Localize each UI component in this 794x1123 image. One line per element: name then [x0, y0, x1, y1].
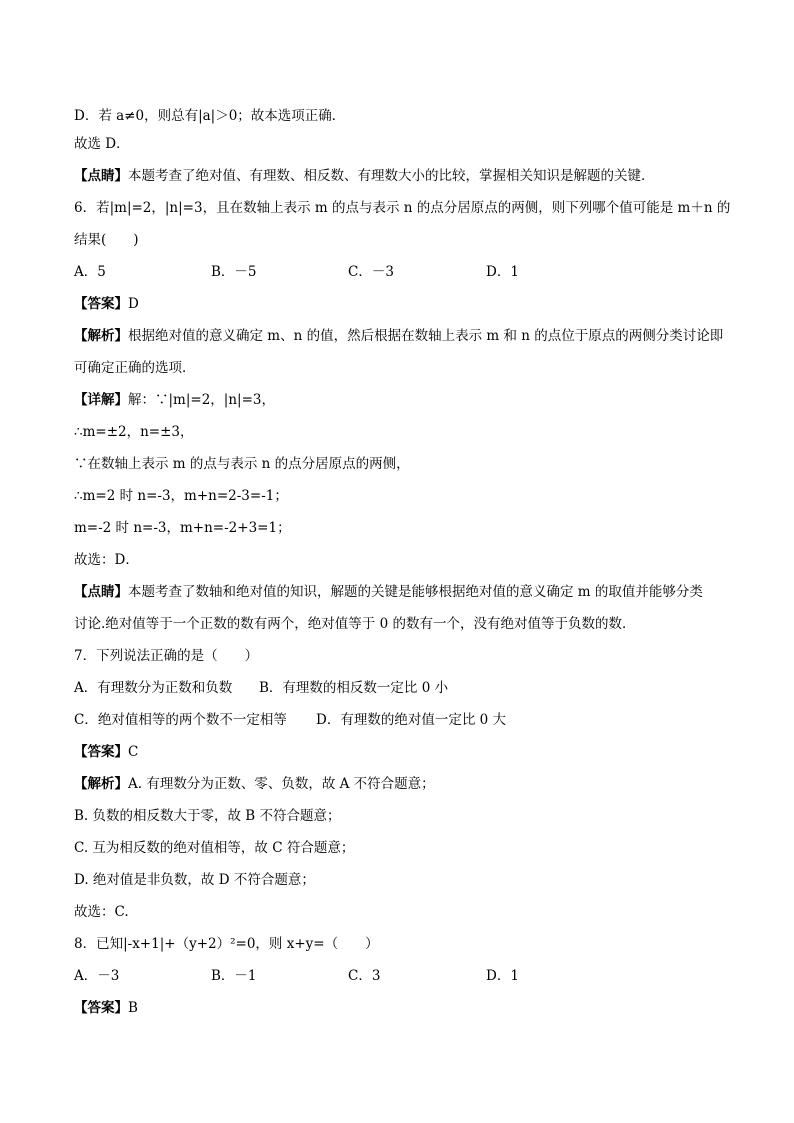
analysis-line	[74, 326, 734, 346]
section-text: C	[128, 744, 139, 760]
options-row	[74, 966, 734, 986]
detail-line	[74, 390, 734, 410]
section-tag: 【点睛】	[74, 584, 128, 600]
section-text: 本题考查了绝对值、有理数、相反数、有理数大小的比较，掌握相关知识是解题的关键．	[128, 168, 655, 184]
text-line: 可确定正确的选项．	[74, 360, 196, 376]
text-line: ∴m=2 时 n=-3，m+n=2-3=-1；	[74, 488, 288, 504]
option-a: A．5	[74, 264, 106, 280]
text-line: 故选：D．	[74, 552, 139, 568]
question-6: 6．若|m|=2，|n|=3，且在数轴上表示 m 的点与表示 n 的点分居原点的两侧，则下列哪个值可能是 m＋n 的	[74, 200, 731, 216]
text-line: D. 绝对值是非负数，故 D 不符合题意；	[74, 872, 315, 888]
option-c: C．－3	[348, 264, 394, 280]
section-text: 本题考查了数轴和绝对值的知识，解题的关键是能够根据绝对值的意义确定 m 的取值并能够分类	[128, 584, 703, 600]
section-text: 解：∵|m|=2，|n|=3，	[128, 392, 275, 408]
section-tag: 【点睛】	[74, 168, 128, 184]
text-line: 结果( )	[74, 232, 139, 248]
option-d: D．有理数的绝对值一定比 0 大	[316, 712, 506, 728]
text-line: 故选 D．	[74, 136, 130, 152]
answer-line	[74, 998, 734, 1018]
text-line: 故选：C.	[74, 904, 129, 920]
option-a: A．－3	[74, 968, 120, 984]
option-a: A．有理数分为正数和负数	[74, 680, 233, 696]
section-text: B	[128, 1000, 138, 1016]
question-8: 8．已知|-x+1|+（y+2）²=0，则 x+y=（ ）	[74, 936, 379, 952]
section-tag: 【答案】	[74, 744, 128, 760]
section-tag: 【答案】	[74, 296, 128, 312]
option-d: D．1	[486, 264, 519, 280]
option-b: B．－5	[211, 264, 257, 280]
note-line	[74, 166, 734, 186]
section-text: D	[128, 296, 139, 312]
answer-line	[74, 294, 734, 314]
options-row	[74, 710, 734, 730]
text-line: 讨论.绝对值等于一个正数的数有两个，绝对值等于 0 的数有一个，没有绝对值等于负数的数．	[74, 616, 636, 632]
option-d: D．1	[486, 968, 519, 984]
question-7: 7．下列说法正确的是（ ）	[74, 648, 259, 664]
text-line: C. 互为相反数的绝对值相等，故 C 符合题意；	[74, 840, 355, 856]
text-line: m=-2 时 n=-3，m+n=-2+3=1；	[74, 520, 291, 536]
text-line: D．若 a≠0，则总有|a|＞0；故本选项正确．	[74, 108, 346, 124]
answer-line	[74, 742, 734, 762]
text-line: ∵在数轴上表示 m 的点与表示 n 的点分居原点的两侧，	[74, 456, 410, 472]
option-b: B．有理数的相反数一定比 0 小	[259, 680, 449, 696]
option-c: C．3	[348, 968, 381, 984]
text-line: B. 负数的相反数大于零，故 B 不符合题意；	[74, 808, 341, 824]
section-tag: 【详解】	[74, 392, 128, 408]
section-tag: 【解析】	[74, 776, 128, 792]
analysis-line	[74, 774, 734, 794]
options-row	[74, 678, 734, 698]
option-c: C．绝对值相等的两个数不一定相等	[74, 712, 287, 728]
section-text: 根据绝对值的意义确定 m、n 的值，然后根据在数轴上表示 m 和 n 的点位于原点的两侧分类讨论即	[128, 328, 724, 344]
text-line: ∴m=±2，n=±3，	[74, 424, 194, 440]
section-tag: 【答案】	[74, 1000, 128, 1016]
note-line	[74, 582, 734, 602]
section-text: A. 有理数分为正数、零、负数，故 A 不符合题意；	[128, 776, 435, 792]
option-b: B．－1	[211, 968, 257, 984]
options-row	[74, 262, 734, 282]
section-tag: 【解析】	[74, 328, 128, 344]
